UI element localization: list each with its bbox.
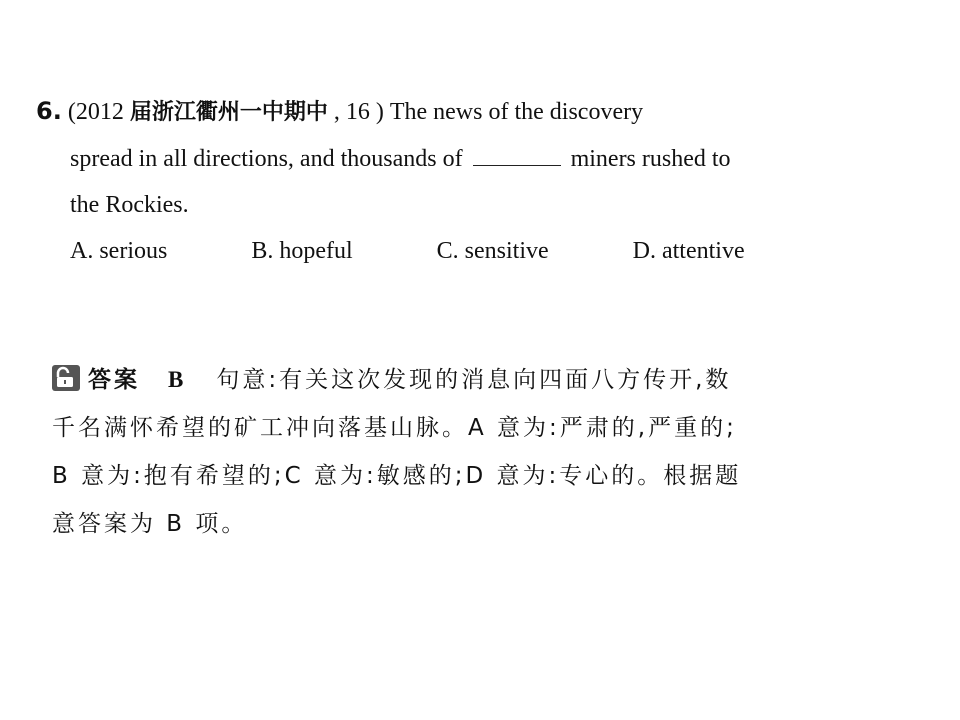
question-text-line-3: the Rockies. <box>70 192 189 218</box>
unlock-icon <box>52 360 80 386</box>
question-text-line-1: The news of the discovery <box>389 99 644 125</box>
question-line-3 <box>36 182 896 228</box>
option-d: D. attentive <box>632 238 745 264</box>
question-line-2 <box>36 136 896 182</box>
option-b: B. hopeful <box>251 238 353 264</box>
option-a: A. serious <box>70 238 168 264</box>
question-source: 届浙江衢州一中期中 <box>129 100 328 125</box>
answer-block <box>52 356 872 548</box>
question-number: 6. <box>36 97 62 125</box>
question-block <box>36 88 896 274</box>
question-text-before-blank: spread in all directions, and thousands of <box>70 146 463 172</box>
options-row <box>36 228 896 274</box>
question-source-open: (2012 <box>67 99 124 125</box>
answer-line-1 <box>52 356 872 404</box>
question-source-close: , 16 ) <box>333 99 384 125</box>
question-line-1 <box>36 88 896 136</box>
answer-key: B <box>168 367 187 392</box>
option-c: C. sensitive <box>436 238 549 264</box>
answer-blank <box>473 145 561 166</box>
answer-label: 答案 <box>88 367 140 393</box>
question-text-after-blank: miners rushed to <box>570 146 731 172</box>
answer-line-2: 千名满怀希望的矿工冲向落基山脉。A 意为:严肃的,严重的; <box>52 415 737 441</box>
answer-line-4: 意答案为 B 项。 <box>52 511 248 537</box>
answer-text-line-1: 句意:有关这次发现的消息向四面八方传开,数 <box>216 367 732 393</box>
answer-line-3: B 意为:抱有希望的;C 意为:敏感的;D 意为:专心的。根据题 <box>52 463 742 489</box>
